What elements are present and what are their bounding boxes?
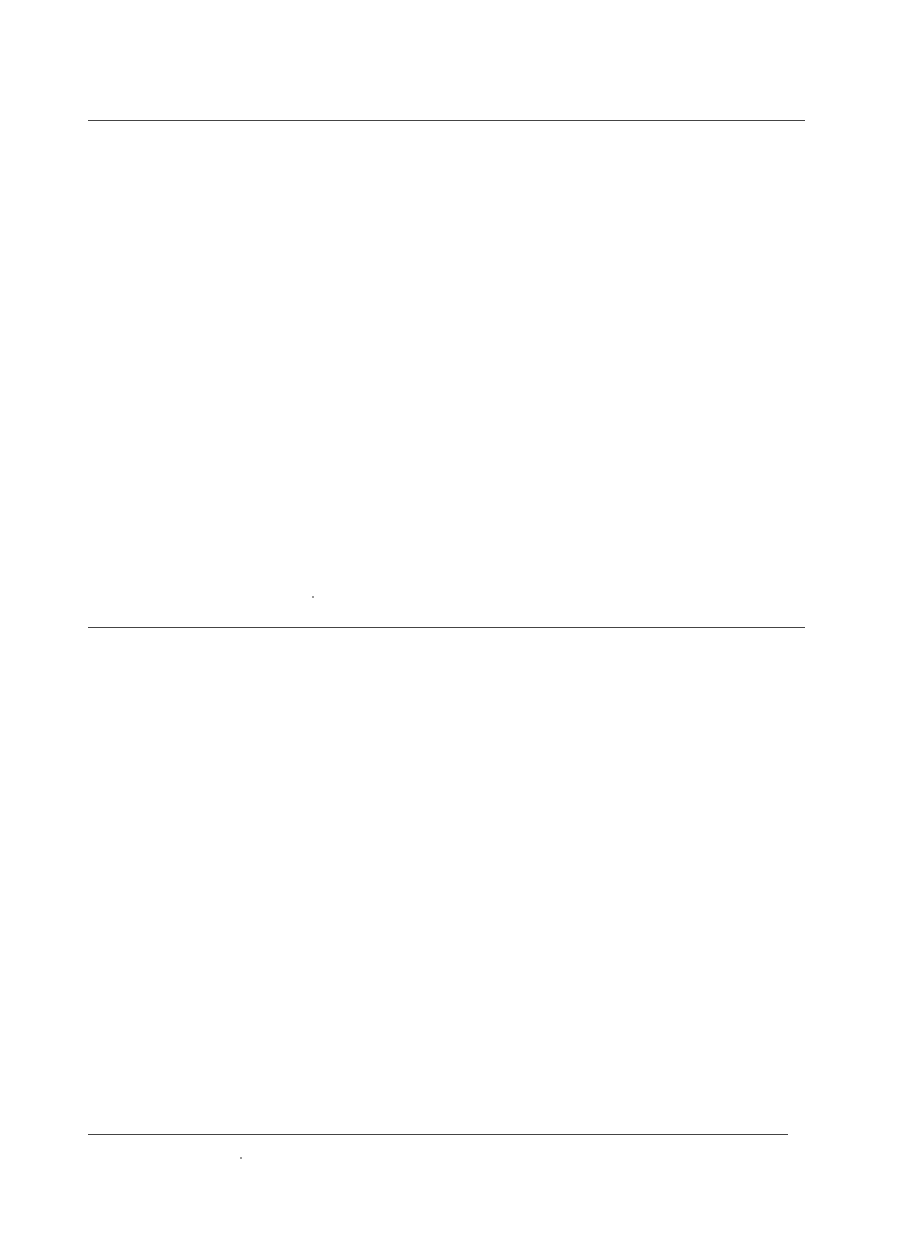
bottom-divider <box>88 1134 788 1135</box>
ink-speck <box>240 1157 242 1159</box>
ink-speck <box>312 596 314 598</box>
top-divider <box>88 120 805 121</box>
middle-divider <box>88 627 805 628</box>
